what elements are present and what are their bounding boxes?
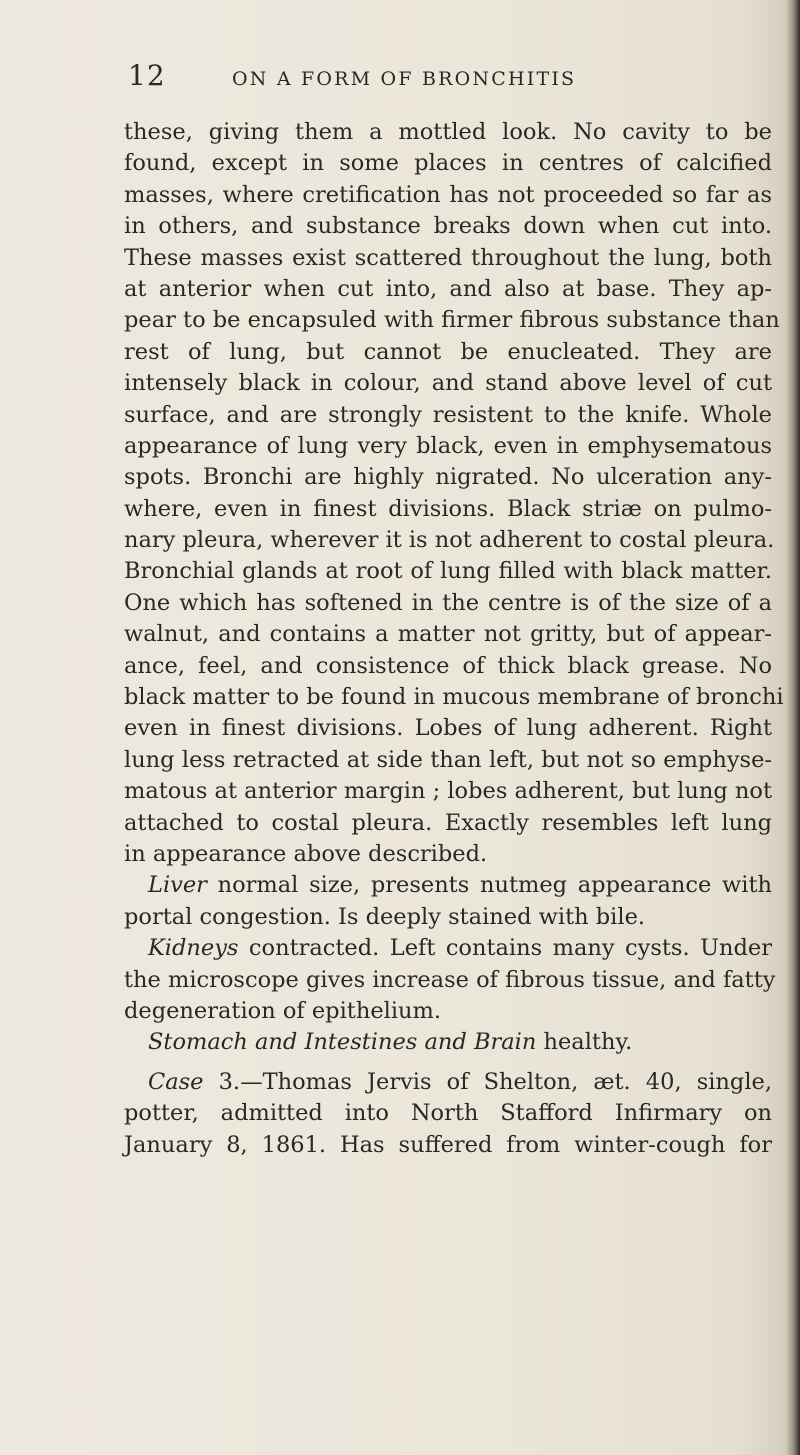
text-line: the microscope gives increase of fibrous tissue, and fatty xyxy=(124,966,776,993)
text-line: nary pleura, wherever it is not adherent to costal pleura. xyxy=(124,527,775,554)
text-line: found, except in some places in centres of calcified xyxy=(124,150,772,177)
body-text xyxy=(124,117,784,1161)
heading-stomach-intestines-brain: Stomach and Intestines and Brain xyxy=(148,1029,537,1056)
text-line: in appearance above described. xyxy=(124,840,488,867)
text-line: healthy. xyxy=(536,1029,633,1056)
text-line: degeneration of epithelium. xyxy=(124,997,441,1024)
text-line: intensely black in colour, and stand above level of cut xyxy=(124,370,772,397)
text-line: in others, and substance breaks down when cut into. xyxy=(124,213,772,240)
text-line: January 8, 1861. Has suffered from winter-cough for xyxy=(124,1131,772,1158)
text-line: ance, feel, and consistence of thick black grease. No xyxy=(124,652,772,679)
text-line: black matter to be found in mucous membrane of bronchi xyxy=(124,684,784,711)
text-line: lung less retracted at side than left, but not so emphyse- xyxy=(124,746,772,773)
text-line: portal congestion. Is deeply stained with bile. xyxy=(124,903,646,930)
text-line: spots. Bronchi are highly nigrated. No ulceration any- xyxy=(124,464,772,491)
text-line: pear to be encapsuled with firmer fibrous substance than xyxy=(124,307,780,334)
paragraph-stomach xyxy=(124,1027,772,1058)
text-line: these, giving them a mottled look. No cavity to be xyxy=(124,119,772,145)
text-line: matous at anterior margin ; lobes adherent, but lung not xyxy=(124,778,772,805)
text-line: where, even in finest divisions. Black striæ on pulmo- xyxy=(124,495,772,522)
text-line: 3.—Thomas Jervis of Shelton, æt. 40, single, xyxy=(203,1068,772,1095)
text-line: Bronchial glands at root of lung filled with black matter. xyxy=(124,558,772,585)
text-line: normal size, presents nutmeg appearance with xyxy=(206,872,772,899)
text-line: These masses exist scattered throughout the lung, both xyxy=(124,244,772,271)
page-header xyxy=(128,58,768,94)
paragraph-liver xyxy=(124,870,772,901)
page-edge-shadow xyxy=(786,0,800,1455)
text-line: contracted. Left contains many cysts. Under xyxy=(238,935,772,962)
text-line: walnut, and contains a matter not gritty, but of appear- xyxy=(124,621,772,648)
page-number: 12 xyxy=(128,59,166,92)
running-head: ON A FORM OF BRONCHITIS xyxy=(232,68,577,90)
text-line: potter, admitted into North Stafford Infirmary on xyxy=(124,1100,772,1127)
text-line: even in finest divisions. Lobes of lung adherent. Right xyxy=(124,715,772,742)
text-line: surface, and are strongly resistent to the knife. Whole xyxy=(124,401,772,428)
heading-kidneys: Kidneys xyxy=(148,935,239,962)
text-line: One which has softened in the centre is of the size of a xyxy=(124,589,772,616)
text-line: at anterior when cut into, and also at base. They ap- xyxy=(124,275,772,302)
text-line: appearance of lung very black, even in emphysematous xyxy=(124,432,772,459)
paragraph-case-3 xyxy=(124,1067,772,1098)
text-line: masses, where cretification has not proceeded so far as xyxy=(124,181,772,208)
text-line: rest of lung, but cannot be enucleated. They are xyxy=(124,338,772,365)
text-line: attached to costal pleura. Exactly resembles left lung xyxy=(124,809,772,836)
paragraph-kidneys xyxy=(124,933,772,964)
heading-liver: Liver xyxy=(148,872,207,899)
heading-case: Case xyxy=(148,1068,204,1095)
